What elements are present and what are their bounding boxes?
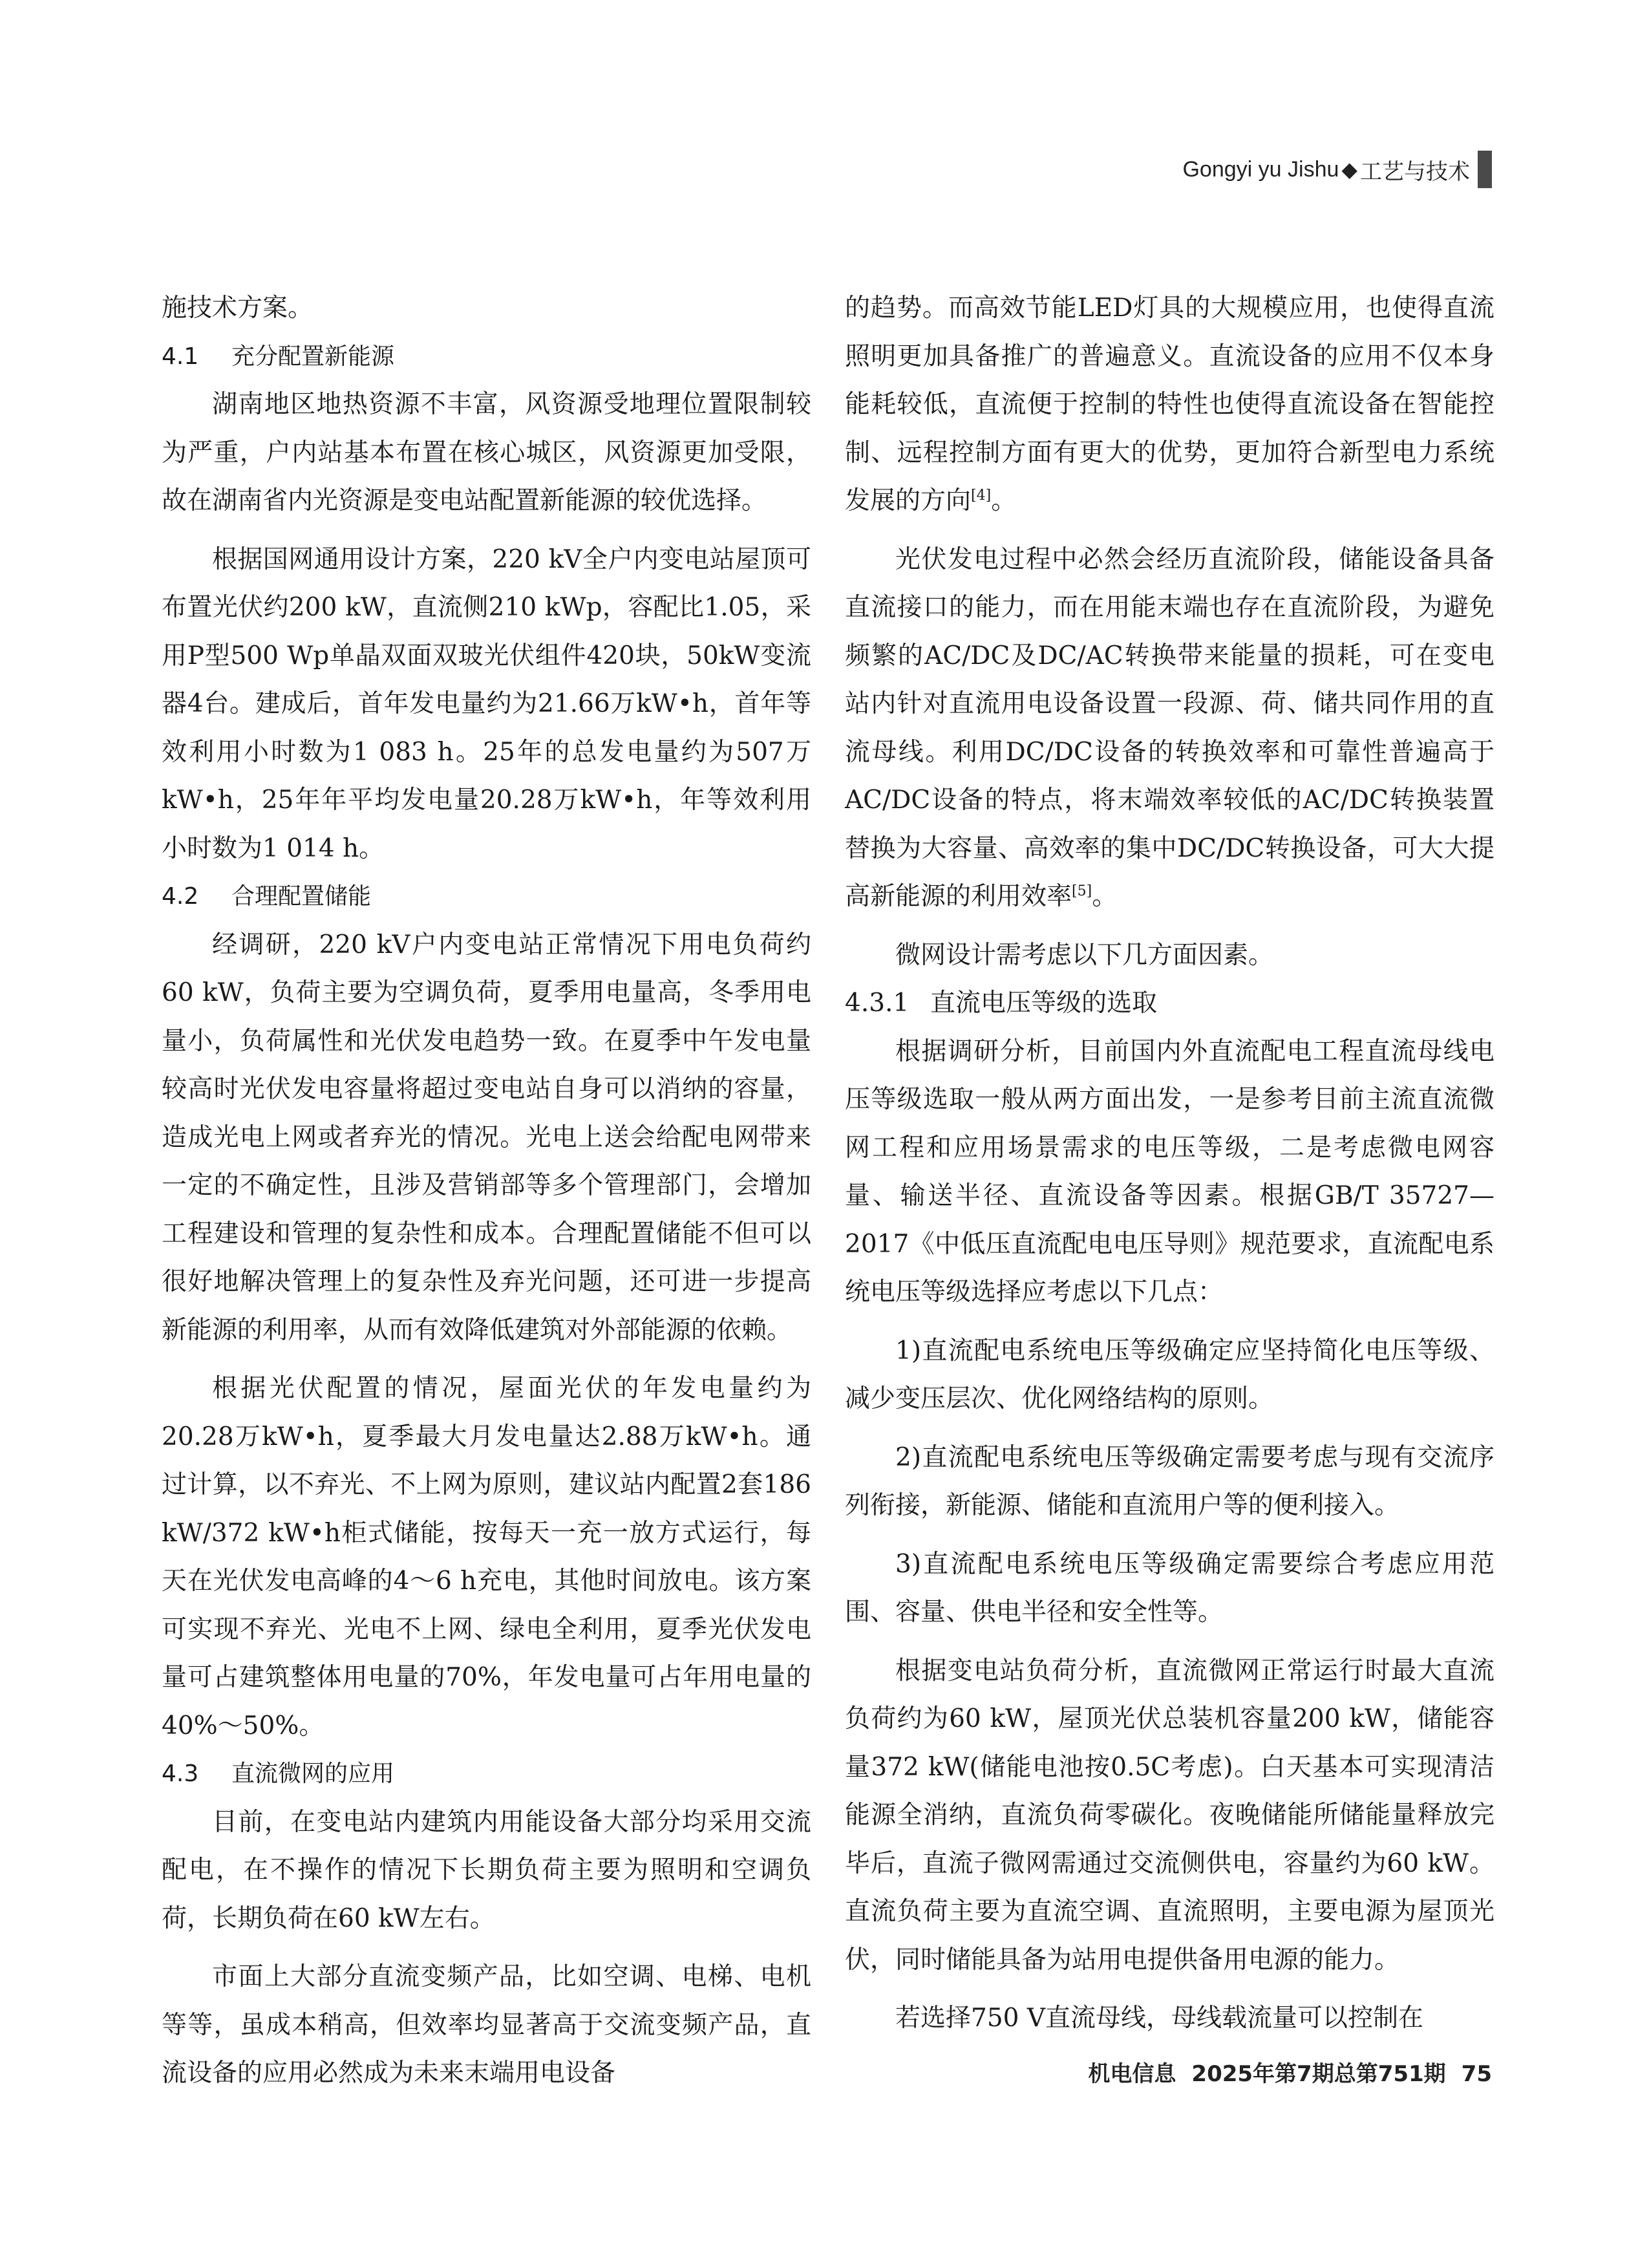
paragraph-end: 。: [1092, 882, 1118, 911]
header-bar: [1478, 151, 1492, 188]
section-title: 充分配置新能源: [231, 343, 395, 370]
section-number: 4.3.1: [845, 989, 910, 1018]
list-item: 3)直流配电系统电压等级确定需要综合考虑应用范围、容量、供电半径和安全性等。: [845, 1549, 1495, 1627]
page-number: 75: [1461, 2061, 1492, 2087]
right-column: [845, 284, 1495, 2043]
issue-info: 2025年第7期总第751期: [1191, 2061, 1446, 2087]
diamond-icon: ◆: [1341, 158, 1357, 181]
paragraph: 市面上大部分直流变频产品，比如空调、电梯、电机等等，虽成本稍高，但效率均显著高于交流变频产品，直流设备的应用必然成为未来末端用电设备: [162, 1962, 811, 2088]
paragraph: 根据国网通用设计方案，220 kV全户内变电站屋顶可布置光伏约200 kW，直流侧210 kWp，容配比1.05，采用P型500 Wp单晶双面双玻光伏组件420块，50kW变流器4台。建成后，首年发电量约为21.66万kW•h，首年等效利用小时数为1 083 h。25年的总发电量约为507万kW•h，25年年平均发电量20.28万kW•h，年等效利用小时数为1 014 h。: [162, 544, 811, 863]
journal-name: 机电信息: [1088, 2061, 1176, 2087]
section-number: 4.3: [162, 1760, 199, 1787]
section-title: 直流微网的应用: [231, 1760, 395, 1787]
paragraph: 湖南地区地热资源不丰富，风资源受地理位置限制较为严重，户内站基本布置在核心城区，风资源更加受限，故在湖南省内光资源是变电站配置新能源的较优选择。: [162, 390, 811, 515]
list-item: 2)直流配电系统电压等级确定需要考虑与现有交流序列衔接，新能源、储能和直流用户等的便利接入。: [845, 1442, 1495, 1520]
section-number: 4.1: [162, 343, 199, 370]
paragraph: 微网设计需考虑以下几方面因素。: [895, 940, 1274, 970]
paragraph: 施技术方案。: [162, 294, 314, 323]
section-number: 4.2: [162, 883, 199, 910]
section-heading-4-2: [162, 873, 811, 921]
citation-5[interactable]: [5]: [1072, 883, 1092, 899]
paragraph: 根据变电站负荷分析，直流微网正常运行时最大直流负荷约为60 kW，屋顶光伏总装机容量200 kW，储能容量372 kW(储能电池按0.5C考虑)。白天基本可实现清洁能源全消纳，直流负荷零碳化。夜晚储能所储能量释放完毕后，直流子微网需通过交流侧供电，容量约为60 kW。直流负荷主要为直流空调、直流照明，主要电源为屋顶光伏，同时储能具备为站用电提供备用电源的能力。: [845, 1656, 1495, 1974]
list-item: 1)直流配电系统电压等级确定应坚持简化电压等级、减少变压层次、优化网络结构的原则。: [845, 1336, 1495, 1413]
paragraph: 根据光伏配置的情况，屋面光伏的年发电量约为20.28万kW•h，夏季最大月发电量达2.88万kW•h。通过计算，以不弃光、不上网为原则，建议站内配置2套186 kW/372 kW•h柜式储能，按每天一充一放方式运行，每天在光伏发电高峰的4～6 h充电，其他时间放电。该方案可实现不弃光、光电不上网、绿电全利用，夏季光伏发电量可占建筑整体用电量的70%，年发电量可占年用电量的40%～50%。: [162, 1374, 811, 1740]
paragraph: [845, 284, 1495, 526]
section-title: 直流电压等级的选取: [930, 989, 1158, 1018]
paragraph-text: 的趋势。而高效节能LED灯具的大规模应用，也使得直流照明更加具备推广的普遍意义。直流设备的应用不仅本身能耗较低，直流便于控制的特性也使得直流设备在智能控制、远程控制方面有更大的优势，更加符合新型电力系统发展的方向: [845, 294, 1495, 515]
section-heading-4-3: [162, 1750, 811, 1799]
paragraph: [845, 536, 1495, 921]
header-section: 工艺与技术: [1360, 159, 1470, 184]
paragraph-end: 。: [991, 486, 1017, 515]
paragraph: 若选择750 V直流母线，母线载流量可以控制在: [895, 2004, 1424, 2033]
section-heading-4-3-1: [845, 979, 1495, 1028]
citation-4[interactable]: [4]: [971, 487, 992, 504]
section-heading-4-1: [162, 333, 811, 381]
section-title: 合理配置储能: [231, 883, 372, 910]
header-latin: Gongyi yu Jishu: [1182, 156, 1339, 182]
left-column: [162, 284, 811, 2098]
running-header: [1182, 151, 1492, 188]
paragraph: 经调研，220 kV户内变电站正常情况下用电负荷约60 kW，负荷主要为空调负荷，夏季用电量高，冬季用电量小，负荷属性和光伏发电趋势一致。在夏季中午发电量较高时光伏发电容量将超过变电站自身可以消纳的容量，造成光电上网或者弃光的情况。光电上送会给配电网带来一定的不确定性，且涉及营销部等多个管理部门，会增加工程建设和管理的复杂性和成本。合理配置储能不但可以很好地解决管理上的复杂性及弃光问题，还可进一步提高新能源的利用率，从而有效降低建筑对外部能源的依赖。: [162, 930, 811, 1345]
paragraph: 根据调研分析，目前国内外直流配电工程直流母线电压等级选取一般从两方面出发，一是参考目前主流直流微网工程和应用场景需求的电压等级，二是考虑微电网容量、输送半径、直流设备等因素。根据GB/T 35727—2017《中低压直流配电电压导则》规范要求，直流配电系统电压等级选择应考虑以下几点：: [845, 1036, 1495, 1307]
running-footer: [1072, 2056, 1492, 2088]
paragraph: 目前，在变电站内建筑内用能设备大部分均采用交流配电，在不操作的情况下长期负荷主要为照明和空调负荷，长期负荷在60 kW左右。: [162, 1807, 811, 1933]
paragraph-text: 光伏发电过程中必然会经历直流阶段，储能设备具备直流接口的能力，而在用能末端也存在直流阶段，为避免频繁的AC/DC及DC/AC转换带来能量的损耗，可在变电站内针对直流用电设备设置一段源、荷、储共同作用的直流母线。利用DC/DC设备的转换效率和可靠性普遍高于AC/DC设备的特点，将末端效率较低的AC/DC转换装置替换为大容量、高效率的集中DC/DC转换设备，可大大提高新能源的利用效率: [845, 544, 1495, 911]
